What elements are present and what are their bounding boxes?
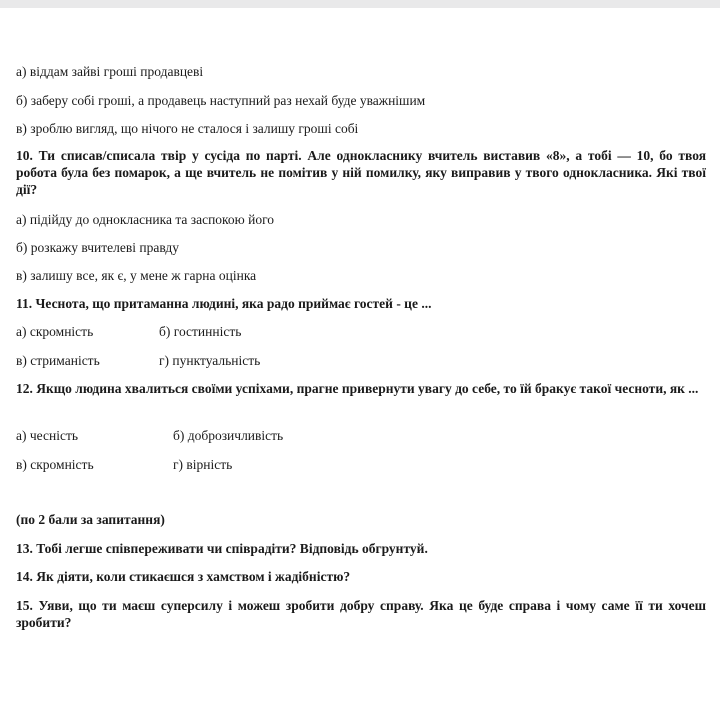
q10-option-b: б) розкажу вчителеві правду bbox=[16, 240, 179, 255]
q10-question: 10. Ти списав/списала твір у сусіда по парті. Але однокласнику вчитель виставив «8», а тобі — 10, бо твоя робота була без помарок, а ще вчитель не помітив у ній помилку, яку виправив у твого однокласника. Які твої дії? bbox=[16, 148, 706, 197]
q10-option-c: в) залишу все, як є, у мене ж гарна оцінка bbox=[16, 268, 257, 283]
q11-option-b: б) гостинність bbox=[159, 324, 242, 339]
q9-option-b: б) заберу собі гроші, а продавець наступний раз нехай буде уважнішим bbox=[16, 93, 426, 108]
q12-option-d: г) вірність bbox=[173, 457, 233, 472]
points-note: (по 2 бали за запитання) bbox=[16, 512, 165, 527]
q14-question: 14. Як діяти, коли стикаєшся з хамством і жадібністю? bbox=[16, 569, 351, 584]
q12-question: 12. Якщо людина хвалиться своїми успіхами, прагне привернути увагу до себе, то їй бракує такої чесноти, як ... bbox=[16, 381, 699, 396]
q9-option-c: в) зроблю вигляд, що нічого не сталося і залишу гроші собі bbox=[16, 121, 359, 136]
q12-option-a: а) чесність bbox=[16, 428, 78, 443]
q12-option-b: б) доброзичливість bbox=[173, 428, 284, 443]
q11-option-d: г) пунктуальність bbox=[159, 353, 261, 368]
q10-option-a: а) підійду до однокласника та заспокою його bbox=[16, 212, 275, 227]
q9-option-a: а) віддам зайві гроші продавцеві bbox=[16, 64, 204, 79]
q12-option-c: в) скромність bbox=[16, 457, 94, 472]
q13-question: 13. Тобі легше співпереживати чи співрадіти? Відповідь обгрунтуй. bbox=[16, 541, 428, 556]
q11-option-c: в) стриманість bbox=[16, 353, 100, 368]
q11-option-a: а) скромність bbox=[16, 324, 94, 339]
q11-question: 11. Чеснота, що притаманна людині, яка радо приймає гостей - це ... bbox=[16, 296, 432, 311]
q15-question: 15. Уяви, що ти маєш суперсилу і можеш зробити добру справу. Яка це буде справа і чому саме її ти хочеш зробити? bbox=[16, 598, 706, 630]
